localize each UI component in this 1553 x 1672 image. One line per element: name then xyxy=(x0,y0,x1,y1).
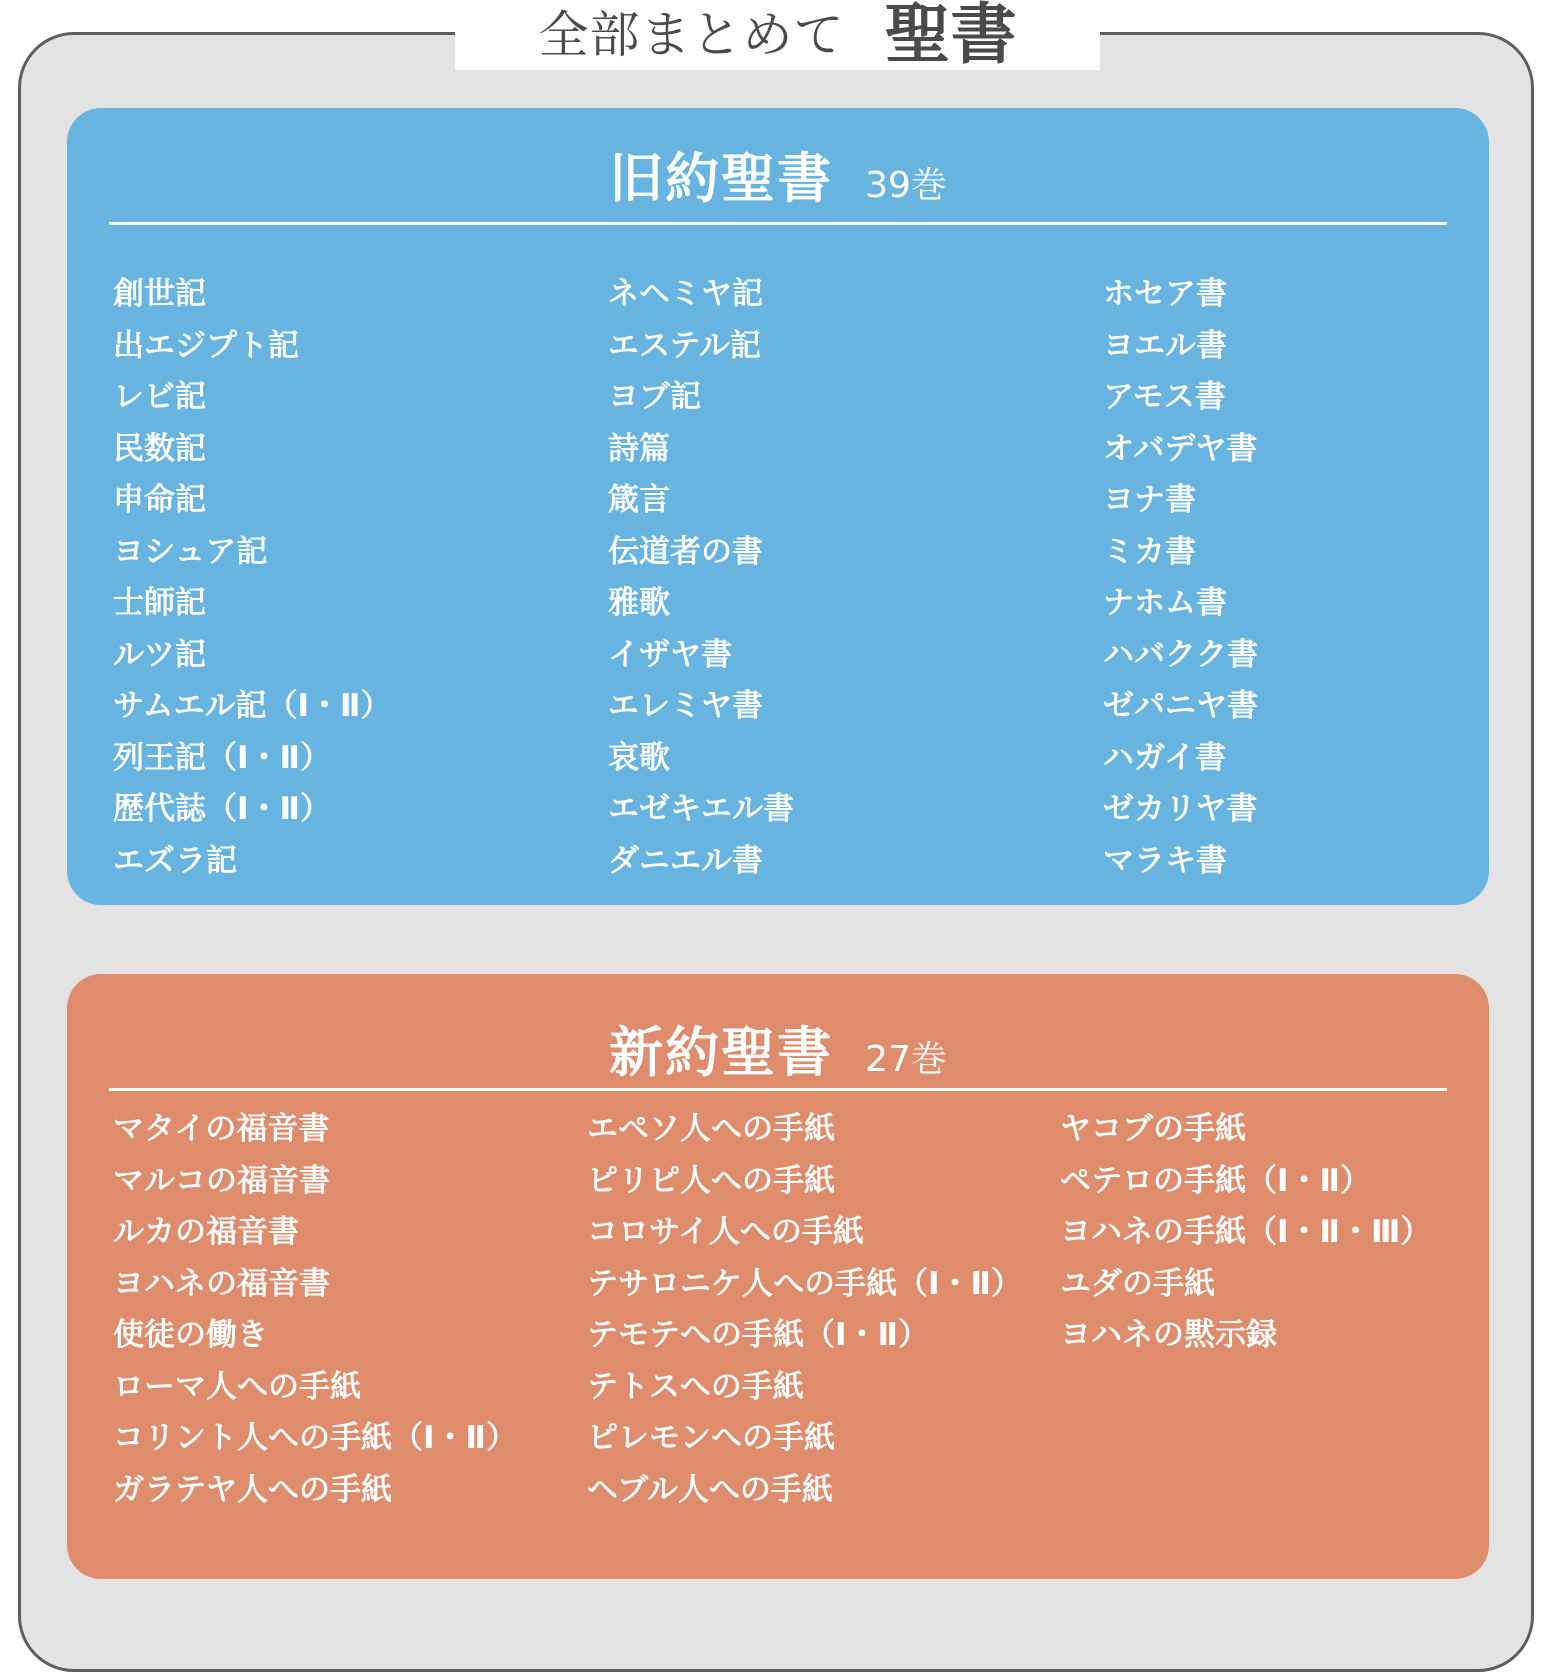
book-item[interactable]: ヨハネの黙示録 xyxy=(1060,1317,1277,1353)
book-item[interactable]: ルカの福音書 xyxy=(113,1214,299,1250)
book-item[interactable]: ヨハネの福音書 xyxy=(113,1265,330,1302)
title-main: 聖書 xyxy=(884,0,1017,73)
book-item[interactable]: サムエル記（Ⅰ・Ⅱ） xyxy=(113,688,392,724)
book-item[interactable]: 士師記 xyxy=(113,585,206,621)
book-item[interactable]: エレミヤ書 xyxy=(608,688,763,724)
book-item[interactable]: ペテロの手紙（Ⅰ・Ⅱ） xyxy=(1060,1162,1371,1199)
book-item[interactable]: エステル記 xyxy=(608,327,761,364)
book-item[interactable]: ハガイ書 xyxy=(1103,739,1227,776)
old-testament-column-1 xyxy=(113,269,391,887)
book-item[interactable]: ヨブ記 xyxy=(608,379,701,415)
book-item[interactable]: ピレモンへの手紙 xyxy=(587,1420,835,1456)
book-item[interactable]: ヨシュア記 xyxy=(113,533,268,570)
page-title xyxy=(455,0,1100,73)
book-item[interactable]: 歴代誌（Ⅰ・Ⅱ） xyxy=(113,791,331,827)
book-item[interactable]: レビ記 xyxy=(113,379,206,415)
old-testament-panel xyxy=(67,108,1489,905)
old-testament-count: 39巻 xyxy=(865,165,947,206)
book-item[interactable]: ガラテヤ人への手紙 xyxy=(113,1471,392,1508)
book-item[interactable]: ミカ書 xyxy=(1103,533,1196,570)
new-testament-count: 27巻 xyxy=(865,1039,947,1080)
book-item[interactable]: ホセア書 xyxy=(1103,276,1227,312)
book-item[interactable]: ハバクク書 xyxy=(1103,636,1258,673)
book-item[interactable]: イザヤ書 xyxy=(608,636,732,673)
book-item[interactable]: 出エジプト記 xyxy=(113,327,299,364)
book-item[interactable]: マルコの福音書 xyxy=(113,1162,330,1199)
book-item[interactable]: ゼパニヤ書 xyxy=(1103,688,1258,724)
old-testament-header xyxy=(67,136,1489,213)
book-item[interactable]: エゼキエル書 xyxy=(608,791,794,827)
new-testament-divider xyxy=(109,1088,1447,1091)
book-item[interactable]: エペソ人への手紙 xyxy=(587,1111,835,1147)
old-testament-divider xyxy=(109,222,1447,225)
book-item[interactable]: ローマ人への手紙 xyxy=(113,1368,361,1405)
book-item[interactable]: ユダの手紙 xyxy=(1060,1265,1215,1302)
book-item[interactable]: ダニエル書 xyxy=(608,842,763,879)
book-item[interactable]: 雅歌 xyxy=(608,585,670,621)
book-item[interactable]: 創世記 xyxy=(113,276,206,312)
book-item[interactable]: アモス書 xyxy=(1103,379,1226,415)
book-item[interactable]: ヘブル人への手紙 xyxy=(587,1471,833,1508)
book-item[interactable]: 民数記 xyxy=(113,430,206,467)
old-testament-column-2 xyxy=(608,269,794,887)
book-item[interactable]: ヨエル書 xyxy=(1103,327,1227,364)
book-item[interactable]: テモテへの手紙（Ⅰ・Ⅱ） xyxy=(587,1317,929,1353)
book-item[interactable]: オバデヤ書 xyxy=(1103,430,1258,467)
book-item[interactable]: マタイの福音書 xyxy=(113,1111,330,1147)
book-item[interactable]: テサロニケ人への手紙（Ⅰ・Ⅱ） xyxy=(587,1265,1022,1302)
book-item[interactable]: 使徒の働き xyxy=(113,1317,268,1353)
book-item[interactable]: ゼカリヤ書 xyxy=(1103,791,1258,827)
book-item[interactable]: ナホム書 xyxy=(1103,585,1227,621)
new-testament-column-2 xyxy=(587,1104,1022,1516)
book-item[interactable]: コリント人への手紙（Ⅰ・Ⅱ） xyxy=(113,1420,517,1456)
book-item[interactable]: ルツ記 xyxy=(113,636,206,673)
book-item[interactable]: 伝道者の書 xyxy=(608,533,763,570)
book-item[interactable]: 哀歌 xyxy=(608,739,670,776)
book-item[interactable]: ヨハネの手紙（Ⅰ・Ⅱ・Ⅲ） xyxy=(1060,1214,1432,1250)
new-testament-header xyxy=(67,1010,1489,1087)
book-item[interactable]: ピリピ人への手紙 xyxy=(587,1162,835,1199)
new-testament-title: 新約聖書 xyxy=(609,1021,834,1084)
book-item[interactable]: 申命記 xyxy=(113,482,206,518)
book-item[interactable]: 列王記（Ⅰ・Ⅱ） xyxy=(113,739,331,776)
old-testament-title: 旧約聖書 xyxy=(609,147,834,210)
new-testament-panel xyxy=(67,974,1489,1579)
book-item[interactable]: ネヘミヤ記 xyxy=(608,276,763,312)
book-item[interactable]: コロサイ人への手紙 xyxy=(587,1214,864,1250)
book-item[interactable]: 詩篇 xyxy=(608,430,670,467)
book-item[interactable]: テトスへの手紙 xyxy=(587,1368,804,1405)
book-item[interactable]: 箴言 xyxy=(608,482,670,518)
book-item[interactable]: ヨナ書 xyxy=(1103,482,1196,518)
book-item[interactable]: マラキ書 xyxy=(1103,842,1227,879)
title-prefix: 全部まとめて xyxy=(538,6,845,64)
book-item[interactable]: エズラ記 xyxy=(113,842,237,879)
book-item[interactable]: ヤコブの手紙 xyxy=(1060,1111,1246,1147)
new-testament-column-3 xyxy=(1060,1104,1431,1362)
new-testament-column-1 xyxy=(113,1104,517,1516)
old-testament-column-3 xyxy=(1103,269,1258,887)
